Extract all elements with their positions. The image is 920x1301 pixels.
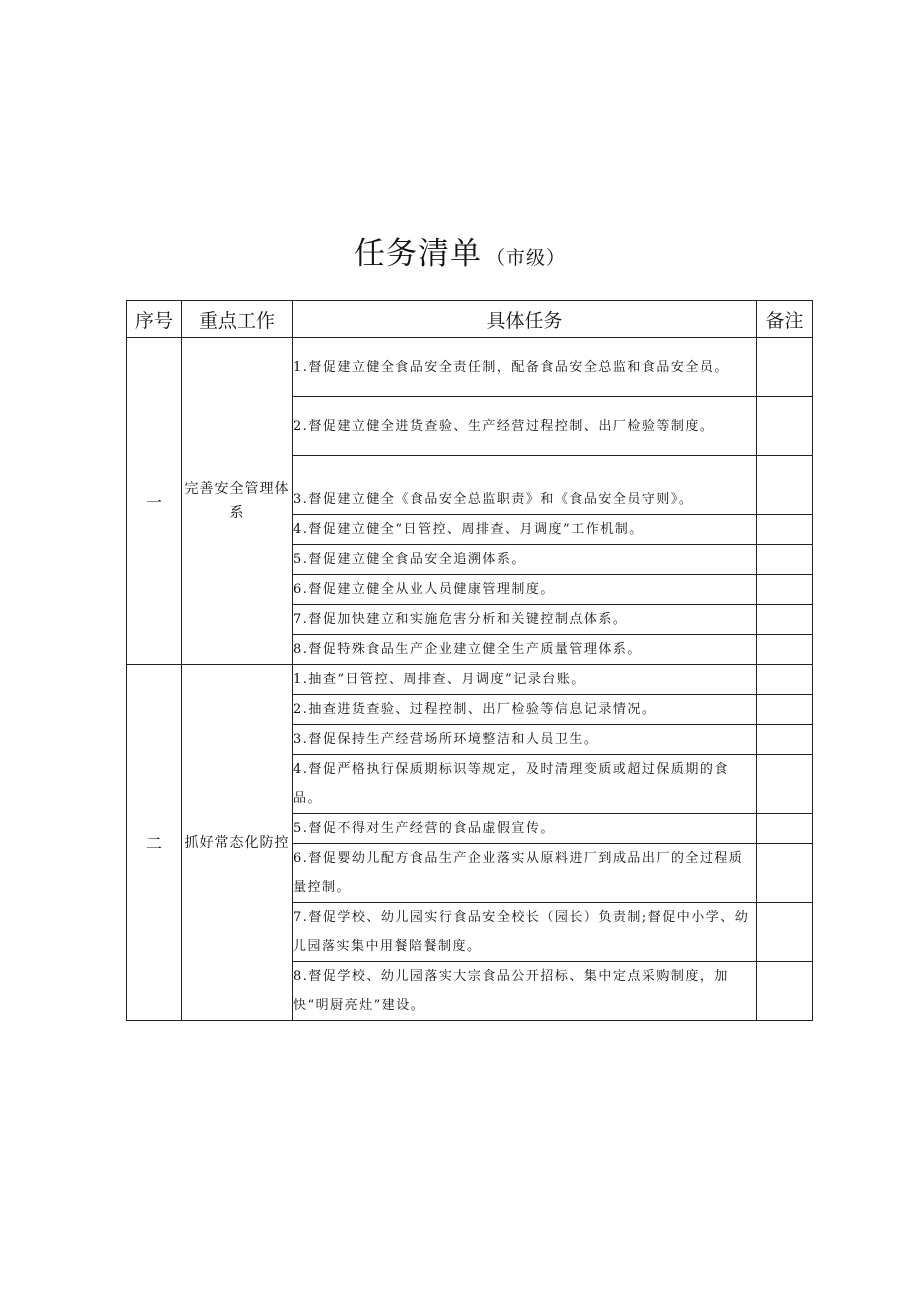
task-item: 8.督促特殊食品生产企业建立健全生产质量管理体系。: [293, 635, 757, 665]
note-cell: [757, 665, 813, 695]
task-item: 1.抽查“日管控、周排查、月调度”记录台账。: [293, 665, 757, 695]
task-item: 4.督促严格执行保质期标识等规定，及时清理变质或超过保质期的食品。: [293, 755, 757, 814]
note-cell: [757, 338, 813, 397]
title-sub: （市级）: [485, 247, 566, 269]
task-item: 5.督促不得对生产经营的食品虚假宣传。: [293, 814, 757, 844]
note-cell: [757, 515, 813, 545]
note-cell: [757, 695, 813, 725]
task-item: 8.督促学校、幼儿园落实大宗食品公开招标、集中定点采购制度，加快“明厨亮灶”建设。: [293, 962, 757, 1021]
document-title: [0, 228, 920, 273]
note-cell: [757, 605, 813, 635]
header-seq: 序号: [127, 301, 182, 338]
section-seq: 二: [127, 665, 182, 1021]
section-seq: 一: [127, 338, 182, 665]
header-tasks: 具体任务: [293, 301, 757, 338]
note-cell: [757, 755, 813, 814]
task-table: [126, 300, 813, 1021]
note-cell: [757, 635, 813, 665]
table-row: [127, 338, 813, 397]
task-item: 3.督促保持生产经营场所环境整洁和人员卫生。: [293, 725, 757, 755]
task-item: 2.督促建立健全进货查验、生产经营过程控制、出厂检验等制度。: [293, 397, 757, 456]
task-item: 4.督促建立健全“日管控、周排查、月调度”工作机制。: [293, 515, 757, 545]
header-notes: 备注: [757, 301, 813, 338]
note-cell: [757, 545, 813, 575]
task-item: 7.督促加快建立和实施危害分析和关键控制点体系。: [293, 605, 757, 635]
note-cell: [757, 456, 813, 515]
note-cell: [757, 903, 813, 962]
note-cell: [757, 814, 813, 844]
task-item: 1.督促建立健全食品安全责任制，配备食品安全总监和食品安全员。: [293, 338, 757, 397]
section-key-work: 完善安全管理体系: [182, 338, 293, 665]
note-cell: [757, 844, 813, 903]
note-cell: [757, 575, 813, 605]
task-item: 2.抽查进货查验、过程控制、出厂检验等信息记录情况。: [293, 695, 757, 725]
note-cell: [757, 725, 813, 755]
task-item: 6.督促婴幼儿配方食品生产企业落实从原料进厂到成品出厂的全过程质量控制。: [293, 844, 757, 903]
task-item: 5.督促建立健全食品安全追溯体系。: [293, 545, 757, 575]
table-row: [127, 665, 813, 695]
title-main: 任务清单: [353, 236, 482, 272]
table-header-row: [127, 301, 813, 338]
task-item: 7.督促学校、幼儿园实行食品安全校长（园长）负责制;督促中小学、幼儿园落实集中用餐陪餐制度。: [293, 903, 757, 962]
task-item: 6.督促建立健全从业人员健康管理制度。: [293, 575, 757, 605]
section-key-work: 抓好常态化防控: [182, 665, 293, 1021]
task-item: 3.督促建立健全《食品安全总监职责》和《食品安全员守则》。: [293, 456, 757, 515]
note-cell: [757, 397, 813, 456]
note-cell: [757, 962, 813, 1021]
header-key-work: 重点工作: [182, 301, 293, 338]
